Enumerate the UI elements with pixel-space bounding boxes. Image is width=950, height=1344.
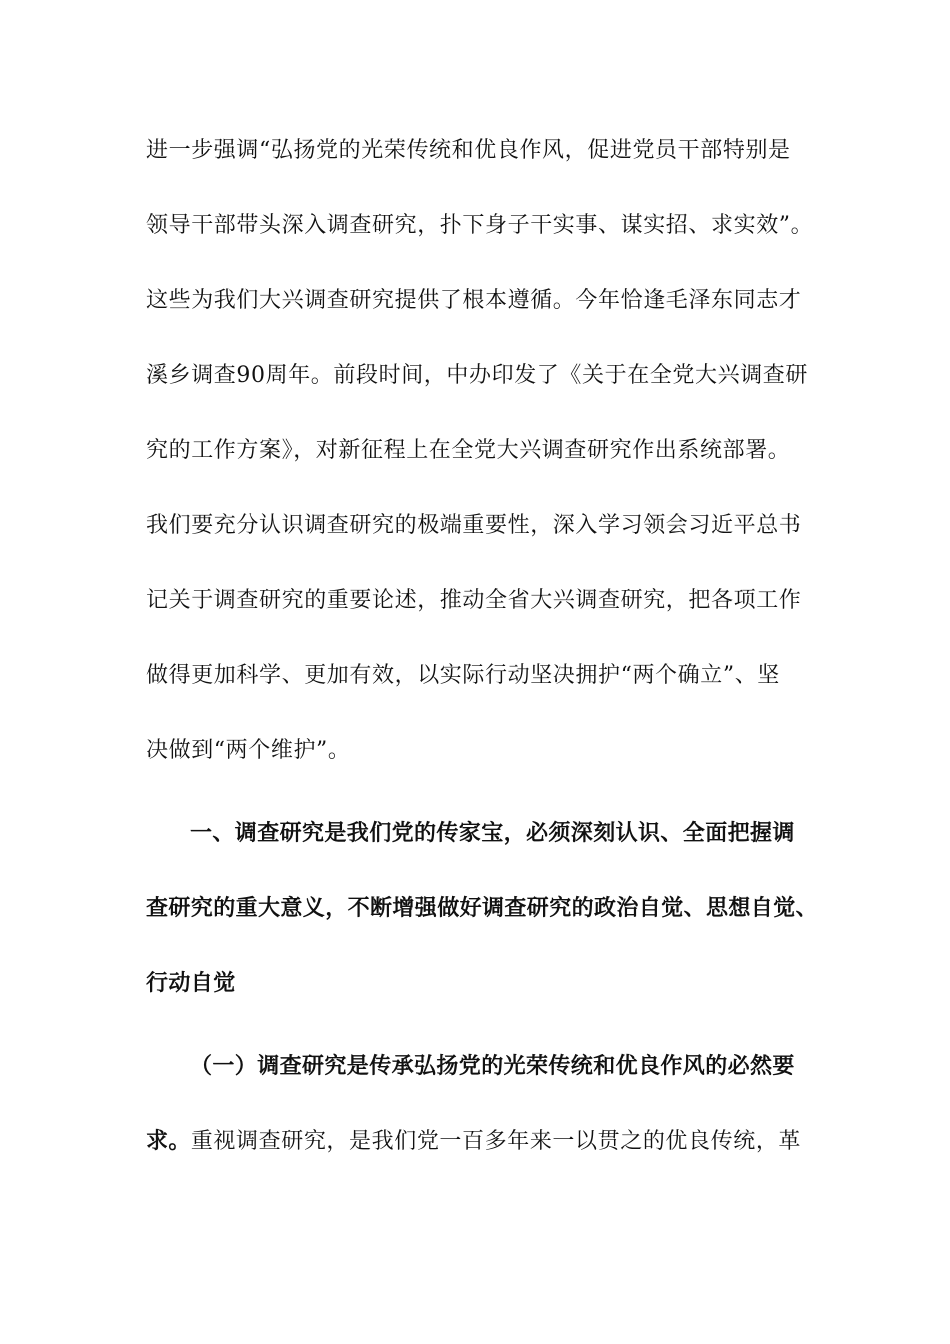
- subsection-body-line: [146, 1127, 801, 1157]
- section-heading-line: 查研究的重大意义，不断增强做好调查研究的政治自觉、思想自觉、: [146, 896, 819, 921]
- subsection-heading-line: （一）调查研究是传承弘扬党的光荣传统和优良作风的必然要: [190, 1054, 795, 1079]
- body-text-line: 进一步强调“弘扬党的光荣传统和优良作风，促进党员干部特别是: [146, 138, 791, 163]
- body-text-line: 记关于调查研究的重要论述，推动全省大兴调查研究，把各项工作: [146, 588, 802, 613]
- subsection-heading-end: 求。: [146, 1129, 191, 1154]
- body-text-line: 溪乡调查90周年。前段时间，中办印发了《关于在全党大兴调查研: [146, 363, 808, 388]
- body-text-line: 决做到“两个维护”。: [146, 738, 351, 763]
- body-text-line: 究的工作方案》，对新征程上在全党大兴调查研究作出系统部署。: [146, 438, 791, 463]
- body-text-line: 做得更加科学、更加有效，以实际行动坚决拥护“两个确立”、坚: [146, 663, 780, 688]
- section-heading-line: 行动自觉: [146, 971, 236, 996]
- body-text-line: 我们要充分认识调查研究的极端重要性，深入学习领会习近平总书: [146, 513, 802, 538]
- body-text-line: 这些为我们大兴调查研究提供了根本遵循。今年恰逢毛泽东同志才: [146, 288, 802, 313]
- body-text-line: 领导干部带头深入调查研究，扑下身子干实事、谋实招、求实效”。: [146, 213, 814, 238]
- subsection-body-text: 重视调查研究，是我们党一百多年来一以贯之的优良传统，革: [190, 1129, 802, 1154]
- section-heading-line: 一、调查研究是我们党的传家宝，必须深刻认识、全面把握调: [190, 821, 795, 846]
